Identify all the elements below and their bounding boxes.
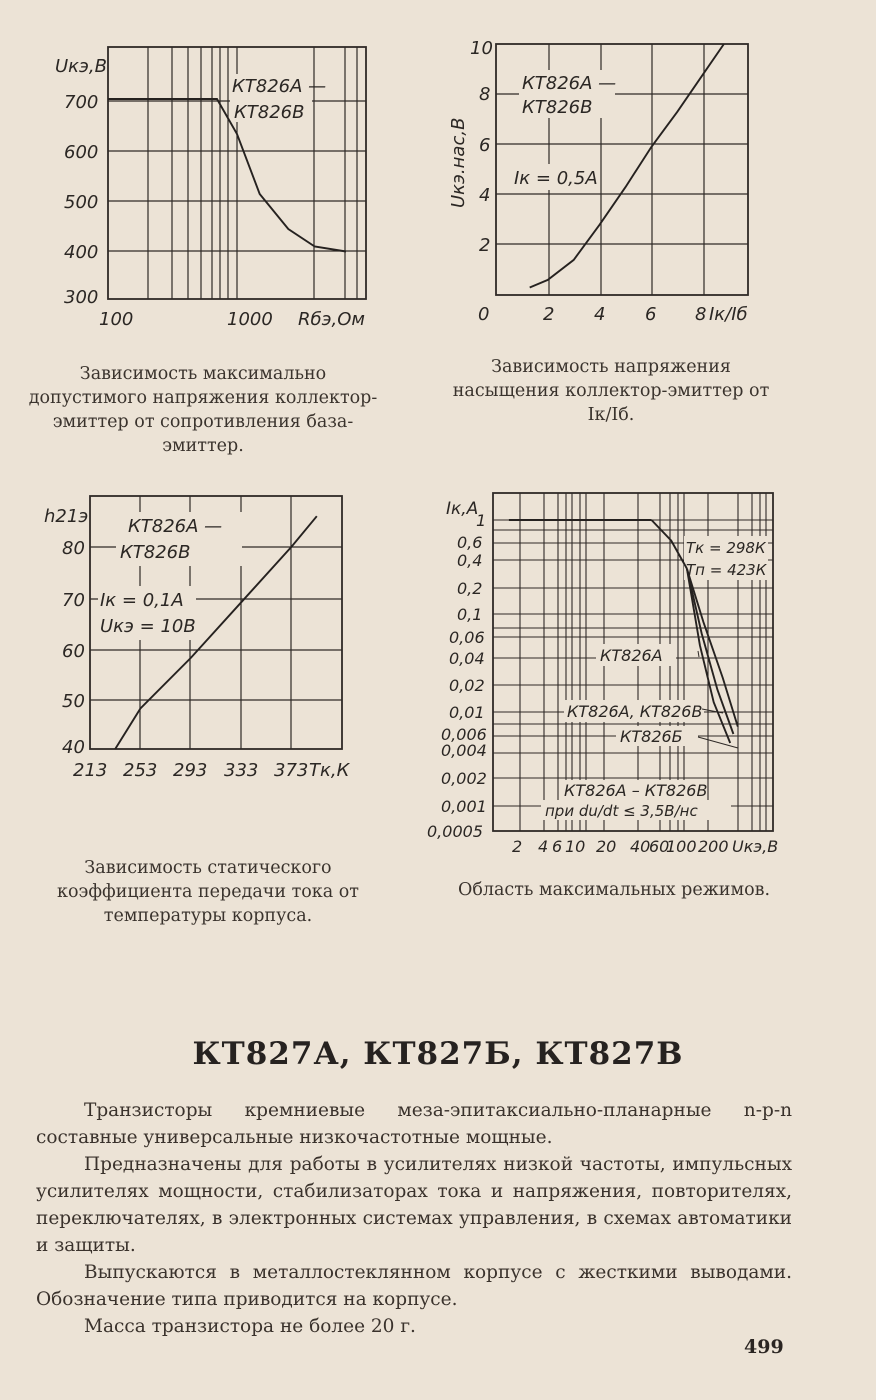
chart3-annot-1: КТ826А —	[128, 516, 223, 537]
chart4-ytick-002: 0,02	[449, 676, 485, 695]
chart4-ytick-0001: 0,001	[441, 797, 487, 816]
chart2-caption	[436, 355, 786, 427]
chart4-annot-1: Tк = 298К	[686, 539, 766, 557]
chart2-ytick-10: 10	[470, 38, 493, 59]
chart4-ytick-0006: 0,006	[441, 725, 487, 744]
chart2-caption-text: Зависимость напряжения насыщения коллектор-эмиттер от Iк/Iб.	[452, 357, 770, 425]
chart1-annot-2: КТ826В	[234, 102, 305, 123]
chart4-annot-3: КТ826А	[600, 646, 663, 665]
chart4-ytick-004: 0,04	[449, 649, 485, 668]
chart4-annot-2: Tп = 423К	[686, 561, 767, 579]
chart3-annot-3: Iк = 0,1А	[100, 590, 184, 611]
page-number: 499	[744, 1336, 784, 1358]
chart2-xlabel: Iк/Iб	[709, 304, 748, 325]
chart2-ytick-2: 2	[479, 235, 491, 256]
chart1-ytick-600: 600	[64, 142, 99, 163]
paragraph-1: Транзисторы кремниевые меза-эпитаксиально-планарные n-p-n составные универсальные низкочастотные мощные.	[36, 1100, 792, 1148]
chart1-xlabel: Rбэ,Ом	[298, 309, 365, 330]
chart4-ytick-001: 0,01	[449, 703, 485, 722]
chart3-ytick-80: 80	[62, 538, 85, 559]
chart2-annot-1: КТ826А —	[522, 73, 617, 94]
chart1-xtick-1000: 1000	[227, 309, 273, 330]
chart4-ytick-02: 0,2	[457, 579, 483, 598]
chart4-xtick-2: 2	[512, 837, 523, 856]
chart2-ytick-8: 8	[479, 84, 491, 105]
chart1-ytick-400: 400	[64, 242, 99, 263]
chart2-annot-3: Iк = 0,5А	[514, 168, 598, 189]
chart4-xtick-60: 60	[649, 837, 670, 856]
chart3-xtick-213: 213	[73, 760, 108, 781]
chart2-ylabel: Uкэ.нас,В	[448, 117, 469, 208]
chart3-xtick-333: 333	[224, 760, 259, 781]
chart1-ytick-500: 500	[64, 192, 99, 213]
chart3-xlabel: Tк,К	[309, 760, 350, 781]
paragraph-3: Выпускаются в металлостеклянном корпусе с жесткими выводами. Обозначение типа приводится на корпусе.	[36, 1262, 792, 1310]
chart4-xtick-10: 10	[565, 837, 586, 856]
chart4-xtick-4: 4	[538, 837, 549, 856]
chart3-ytick-50: 50	[62, 691, 85, 712]
chart1-xtick-100: 100	[99, 309, 134, 330]
chart3-caption	[28, 856, 388, 928]
chart2-xtick-4: 4	[594, 304, 606, 325]
chart4-xtick-100: 100	[666, 837, 697, 856]
chart2-xtick-8: 8	[695, 304, 707, 325]
chart4-ytick-0002: 0,002	[441, 769, 487, 788]
chart4-xtick-20: 20	[596, 837, 617, 856]
safe-operating-area-series-1	[652, 520, 687, 569]
chart1-annot-1: КТ826А —	[232, 76, 327, 97]
chart1-ytick-300: 300	[64, 287, 99, 308]
paragraph-4: Масса транзистора не более 20 г.	[84, 1316, 416, 1337]
body-text	[36, 1097, 792, 1340]
chart3-caption-text: Зависимость статического коэффициента передачи тока от температуры корпуса.	[57, 858, 359, 926]
chart3-xtick-253: 253	[123, 760, 158, 781]
chart4-xtick-200: 200	[698, 837, 729, 856]
chart2-ytick-4: 4	[479, 185, 491, 206]
chart4-ytick-1: 1	[476, 511, 487, 530]
chart1-caption-text: Зависимость максимально допустимого напряжения коллектор-эмиттер от сопротивления база-эмиттер.	[28, 364, 378, 456]
chart2-annot-2: КТ826В	[522, 97, 593, 118]
chart3-xtick-293: 293	[173, 760, 208, 781]
chart3-annot-4: Uкэ = 10В	[100, 616, 196, 637]
chart4-ylabel: Iк,А	[446, 499, 479, 519]
chart3-ytick-60: 60	[62, 641, 85, 662]
chart1-caption	[28, 362, 378, 458]
chart3-ylabel: h21э	[44, 506, 89, 527]
chart4-xlabel: Uкэ,В	[732, 837, 779, 856]
chart4-ytick-006: 0,06	[449, 628, 485, 647]
chart4-ytick-06: 0,6	[457, 533, 483, 552]
chart2-xtick-0: 0	[478, 304, 490, 325]
chart4-ytick-01: 0,1	[457, 605, 483, 624]
chart4-xtick-6: 6	[552, 837, 563, 856]
chart3-xtick-373: 373	[274, 760, 309, 781]
chart3-ytick-40: 40	[62, 737, 85, 758]
chart4-caption	[440, 878, 788, 902]
chart3-ytick-70: 70	[62, 590, 85, 611]
chart1-ylabel: Uкэ,В	[55, 56, 107, 77]
chart2-xtick-2: 2	[543, 304, 555, 325]
chart4-ytick-0004: 0,004	[441, 741, 487, 760]
chart4-xtick-40: 40	[630, 837, 651, 856]
chart4-annot-7: при du/dt ≤ 3,5В/нс	[545, 802, 698, 820]
chart4-annot-4: КТ826А, КТ826В	[567, 702, 703, 721]
chart4-ytick-00005: 0,0005	[427, 822, 483, 841]
chart2-ytick-6: 6	[479, 135, 491, 156]
section-title: КТ827А, КТ827Б, КТ827В	[192, 1036, 684, 1072]
chart4-ytick-04: 0,4	[457, 551, 483, 570]
chart3-annot-2: КТ826В	[120, 542, 191, 563]
chart4-annot-6: КТ826А – КТ826В	[564, 781, 708, 800]
chart4-caption-text: Область максимальных режимов.	[457, 880, 771, 900]
chart1-ytick-700: 700	[64, 92, 99, 113]
chart4-annot-5: КТ826Б	[620, 727, 683, 746]
paragraph-2: Предназначены для работы в усилителях низкой частоты, импульсных усилителях мощности, стабилизаторах тока и напряжения, повторителях, переключателях, в электронных системах управления, в схемах автоматики и защиты.	[36, 1154, 792, 1256]
chart2-xtick-6: 6	[645, 304, 657, 325]
